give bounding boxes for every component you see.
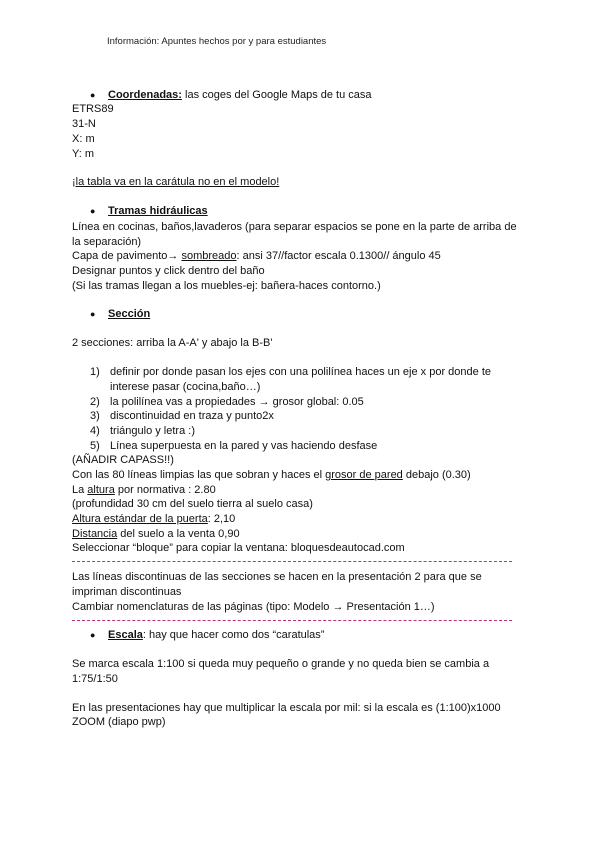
distancia-line (72, 527, 240, 541)
heading-seccion: Sección (108, 308, 151, 320)
bullet-coordenadas (90, 88, 372, 102)
list-item (90, 439, 377, 453)
altura-term: altura (87, 484, 115, 496)
list-number: 2) (90, 396, 100, 408)
bullet-icon: ● (90, 309, 96, 319)
list-text: triángulo y letra :) (110, 425, 195, 437)
list-text: discontinuidad en traza y punto2x (110, 410, 274, 422)
bullet-icon: ● (90, 206, 96, 216)
heading-tramas: Tramas hidráulicas (108, 205, 208, 217)
lineas-line (72, 468, 471, 482)
presentacion-line: Las líneas discontinuas de las secciones se hacen en la presentación 2 para que se (72, 571, 482, 583)
escala-line: ZOOM (diapo pwp) (72, 716, 166, 728)
presentacion-line: Cambiar nomenclaturas de las páginas (tipo: Modelo → Presentación 1…) (72, 601, 435, 613)
bullet-icon: ● (90, 630, 96, 640)
lineas-text: Con las 80 líneas limpias las que sobran y haces el (72, 469, 326, 481)
distancia-text: del suelo a la venta 0,90 (117, 528, 240, 540)
coordenadas-desc: las coges del Google Maps de tu casa (181, 89, 372, 101)
distancia-term: Distancia (72, 528, 118, 540)
list-number: 1) (90, 366, 100, 378)
list-text: definir por donde pasan los ejes con una polilínea haces un eje x por donde te (110, 366, 491, 378)
coord-line: Y: m (72, 148, 95, 160)
escala-desc: : hay que hacer como dos “caratulas” (142, 629, 325, 641)
coord-line: X: m (72, 133, 95, 145)
presentacion-line: impriman discontinuas (72, 586, 182, 598)
coord-note: ¡la tabla va en la carátula no en el modelo! (72, 176, 280, 188)
escala-line: Se marca escala 1:100 si queda muy pequeño o grande y no queda bien se cambia a (72, 658, 490, 670)
tramas-line: la separación) (72, 236, 142, 248)
tramas-text: Capa de pavimento→ (72, 250, 182, 262)
bullet-seccion (90, 307, 150, 321)
list-number: 5) (90, 440, 100, 452)
coord-line: ETRS89 (72, 103, 114, 115)
coord-line: 31-N (72, 118, 96, 130)
puerta-term: Altura estándar de la puerta (72, 513, 208, 525)
altura-line (72, 483, 216, 497)
tramas-line: (Si las tramas llegan a los muebles-ej: bañera-haces contorno.) (72, 280, 381, 292)
puerta-line (72, 512, 235, 526)
page-header: Información: Apuntes hechos por y para estudiantes (107, 36, 327, 47)
list-text: Línea superpuesta en la pared y vas haciendo desfase (110, 440, 378, 452)
escala-line: En las presentaciones hay que multiplicar la escala por mil: si la escala es (1:100)x1000 (72, 702, 501, 714)
list-number: 3) (90, 410, 100, 422)
bullet-icon: ● (90, 90, 96, 100)
altura-text: La (72, 484, 88, 496)
lineas-text: debajo (0.30) (402, 469, 471, 481)
tramas-line (72, 249, 441, 263)
bullet-escala (90, 628, 324, 642)
seccion-intro: 2 secciones: arriba la A-A' y abajo la B-B' (72, 337, 273, 349)
bullet-tramas (90, 204, 208, 218)
divider (72, 620, 512, 621)
heading-escala: Escala (108, 629, 143, 641)
anadir-note: (AÑADIR CAPASS!!) (72, 454, 174, 466)
list-item (90, 409, 274, 423)
divider (72, 561, 512, 562)
list-number: 4) (90, 425, 100, 437)
heading-coordenadas: Coordenadas: (108, 89, 182, 101)
profundidad-line: (profundidad 30 cm del suelo tierra al suelo casa) (72, 498, 313, 510)
escala-line: 1:75/1:50 (72, 673, 118, 685)
list-item (90, 365, 491, 379)
grosor-term: grosor de pared (325, 469, 403, 481)
altura-text: por normativa : 2.80 (114, 484, 216, 496)
tramas-line: Designar puntos y click dentro del baño (72, 265, 265, 277)
tramas-line: Línea en cocinas, baños,lavaderos (para separar espacios se pone en la parte de arriba de (72, 221, 517, 233)
list-item-cont: interese pasar (cocina,baño…) (110, 381, 261, 393)
list-item (90, 395, 364, 409)
sombreado-term: sombreado (181, 250, 237, 262)
bloque-line: Seleccionar “bloque” para copiar la ventana: bloquesdeautocad.com (72, 542, 405, 554)
puerta-text: : 2,10 (207, 513, 236, 525)
tramas-text: : ansi 37//factor escala 0.1300// ángulo 45 (236, 250, 441, 262)
list-item (90, 424, 195, 438)
list-text: la polilínea vas a propiedades → grosor global: 0.05 (110, 396, 364, 408)
